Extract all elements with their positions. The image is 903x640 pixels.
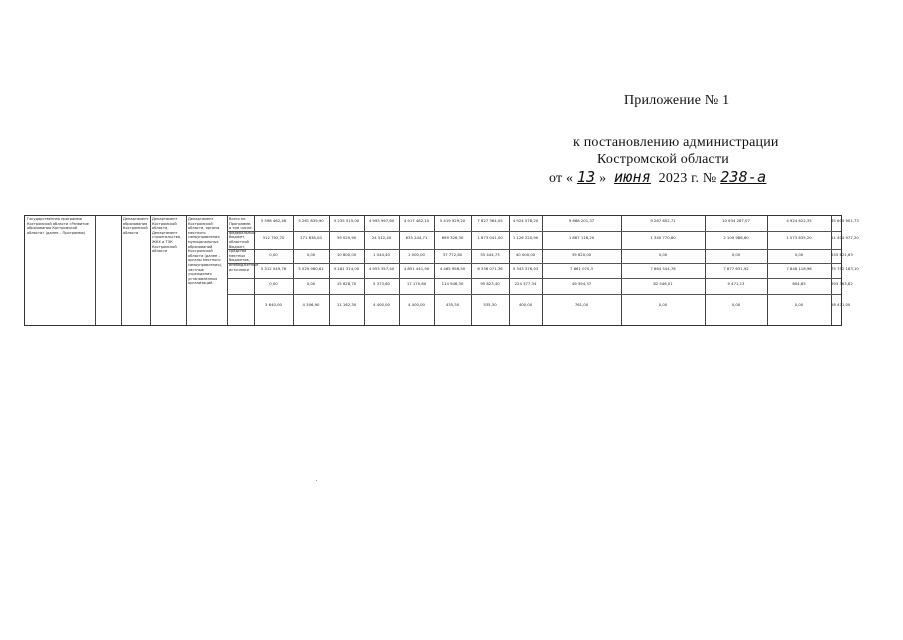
funding-cell: 1 867 116,20: [568, 235, 595, 240]
handwritten-day: 13: [576, 168, 596, 186]
funding-cell: 4 917 482,10: [403, 218, 430, 223]
funding-cell: 635 244,71: [405, 235, 428, 240]
coexecutor-cell: Департамент Костромской области, Департамент строительства, ЖКХ и ТЭК Костромской области: [152, 217, 182, 254]
funding-cell: 5 029 980,61: [298, 266, 324, 271]
funding-cell: 0,00: [658, 252, 668, 257]
funding-cell: 9 688 201,37: [568, 218, 595, 223]
funding-cell: 312 792,70: [262, 235, 285, 240]
funding-cell: 1 340 770,60: [650, 235, 676, 240]
funding-cell: 4 851 441,90: [403, 266, 430, 271]
funding-cell: 4 924 578,20: [512, 218, 539, 223]
funding-cell: 55 444,73: [480, 252, 500, 257]
funding-cell: 6 336 071,36: [477, 266, 503, 271]
funding-cell: 5 343 376,93: [512, 266, 539, 271]
program-name-cell: Государственная программа Костромской области «Развитие образования Костромской области» (далее – Программа): [27, 217, 89, 235]
funding-cell: 2 109 986,60: [723, 235, 749, 240]
funding-cell: 11 162,30: [336, 302, 357, 307]
funding-cell: 7 877 631,92: [723, 266, 749, 271]
date-year: 2023 г. №: [658, 171, 717, 186]
funding-cell: 9 287 602,71: [650, 218, 676, 223]
source-labels-cell: Всего по Программе, в том числе: федеральный бюджет, областной бюджет, средства местных бюджетов, внебюджетные источники: [229, 217, 259, 272]
funding-cell: 49 394,37: [571, 281, 592, 286]
funding-cell: 3 640,00: [265, 302, 282, 307]
funding-cell: 7 861 070,3: [570, 266, 593, 271]
funding-cell: 4 465 956,50: [439, 266, 466, 271]
funding-cell: 899 326,30: [441, 235, 464, 240]
appendix-title: Приложение № 1: [624, 93, 730, 108]
funding-cell: 75 792 183,10: [831, 266, 859, 271]
funding-cell: 37 772,60: [442, 252, 463, 257]
funding-cell: 1 126 220,90: [512, 235, 539, 240]
funding-cell: 5 312 049,76: [260, 266, 287, 271]
funding-cell: 5 235 515,00: [333, 218, 360, 223]
funding-cell: 0,00: [658, 302, 668, 307]
funding-cell: 0,00: [731, 252, 741, 257]
funding-cell: 0,00: [269, 252, 278, 257]
responsible-cell: Департамент образования Костромской области: [123, 217, 149, 235]
participants-cell: Департамент Костромской области, органы местного самоуправления муниципальных образований Костромской области (далее – органы местного самоуправления), частные учреждения установленных организаций: [188, 217, 223, 286]
resolution-line: к постановлению администрации: [573, 135, 779, 150]
funding-cell: 1 073 635,20: [786, 235, 812, 240]
funding-cell: 1 044,40: [373, 252, 390, 257]
funding-cell: 4 400,00: [373, 302, 390, 307]
funding-cell: 593 363,82: [831, 281, 853, 286]
date-prefix: от «: [549, 171, 574, 186]
funding-cell: 535,30: [483, 302, 497, 307]
funding-cell: 604,85: [792, 281, 806, 286]
funding-cell: 17 170,60: [406, 281, 427, 286]
handwritten-month: июня: [614, 168, 651, 186]
funding-cell: 1 000,00: [408, 252, 425, 257]
funding-cell: 271 838,00: [300, 235, 322, 240]
scan-speck: [316, 480, 317, 481]
funding-cell: 4 993 997,60: [368, 218, 395, 223]
date-line: [549, 168, 766, 187]
funding-cell: 1 673 041,00: [477, 235, 503, 240]
funding-cell: 0,00: [269, 281, 278, 286]
funding-cell: 5 261 839,90: [298, 218, 324, 223]
funding-cell: 82 546,01: [653, 281, 673, 286]
funding-table: [24, 215, 859, 326]
funding-cell: 761,00: [574, 302, 589, 307]
funding-cell: 28 471,00: [831, 302, 851, 307]
funding-cell: 0,00: [306, 281, 316, 286]
handwritten-number: 238-а: [720, 168, 767, 186]
date-mid: »: [599, 171, 607, 186]
funding-cell: 10 600,00: [336, 252, 357, 257]
funding-cell: 0,00: [306, 252, 316, 257]
funding-cell: 24 512,40: [371, 235, 392, 240]
funding-cell: 95 823,40: [480, 281, 500, 286]
funding-cell: 0,00: [731, 302, 741, 307]
funding-cell: 5 598 462,46: [260, 218, 287, 223]
funding-cell: 85 605 901,73: [831, 218, 859, 223]
funding-cell: 0,00: [794, 302, 804, 307]
funding-cell: 5 419 929,20: [439, 218, 466, 223]
funding-cell: 114 946,30: [441, 281, 464, 286]
funding-cell: 10 634 287,07: [722, 218, 750, 223]
funding-cell: 7 848 118,96: [786, 266, 812, 271]
funding-cell: 7 827 364,05: [477, 218, 503, 223]
funding-cell: 224 377,34: [514, 281, 537, 286]
funding-cell: 4 924 622,35: [786, 218, 812, 223]
funding-cell: 245 621,63: [831, 252, 853, 257]
funding-cell: 5 181 314,00: [333, 266, 360, 271]
region-line: Костромской области: [597, 152, 729, 167]
funding-cell: 39 020,90: [336, 235, 357, 240]
funding-cell: 40 000,00: [515, 252, 536, 257]
funding-cell: 15 628,70: [336, 281, 357, 286]
funding-cell: 4 953 357,40: [368, 266, 395, 271]
funding-cell: 5 373,60: [373, 281, 390, 286]
funding-cell: 7 664 544,76: [650, 266, 676, 271]
funding-cell: 9 471,13: [727, 281, 745, 286]
funding-cell: 4 400,00: [408, 302, 425, 307]
funding-cell: 4 306,90: [302, 302, 320, 307]
funding-cell: 400,00: [518, 302, 533, 307]
funding-cell: 0,00: [794, 252, 804, 257]
funding-cell: 11 404 977,20: [831, 235, 859, 240]
funding-cell: 39 620,00: [571, 252, 592, 257]
funding-cell: 435,30: [445, 302, 460, 307]
